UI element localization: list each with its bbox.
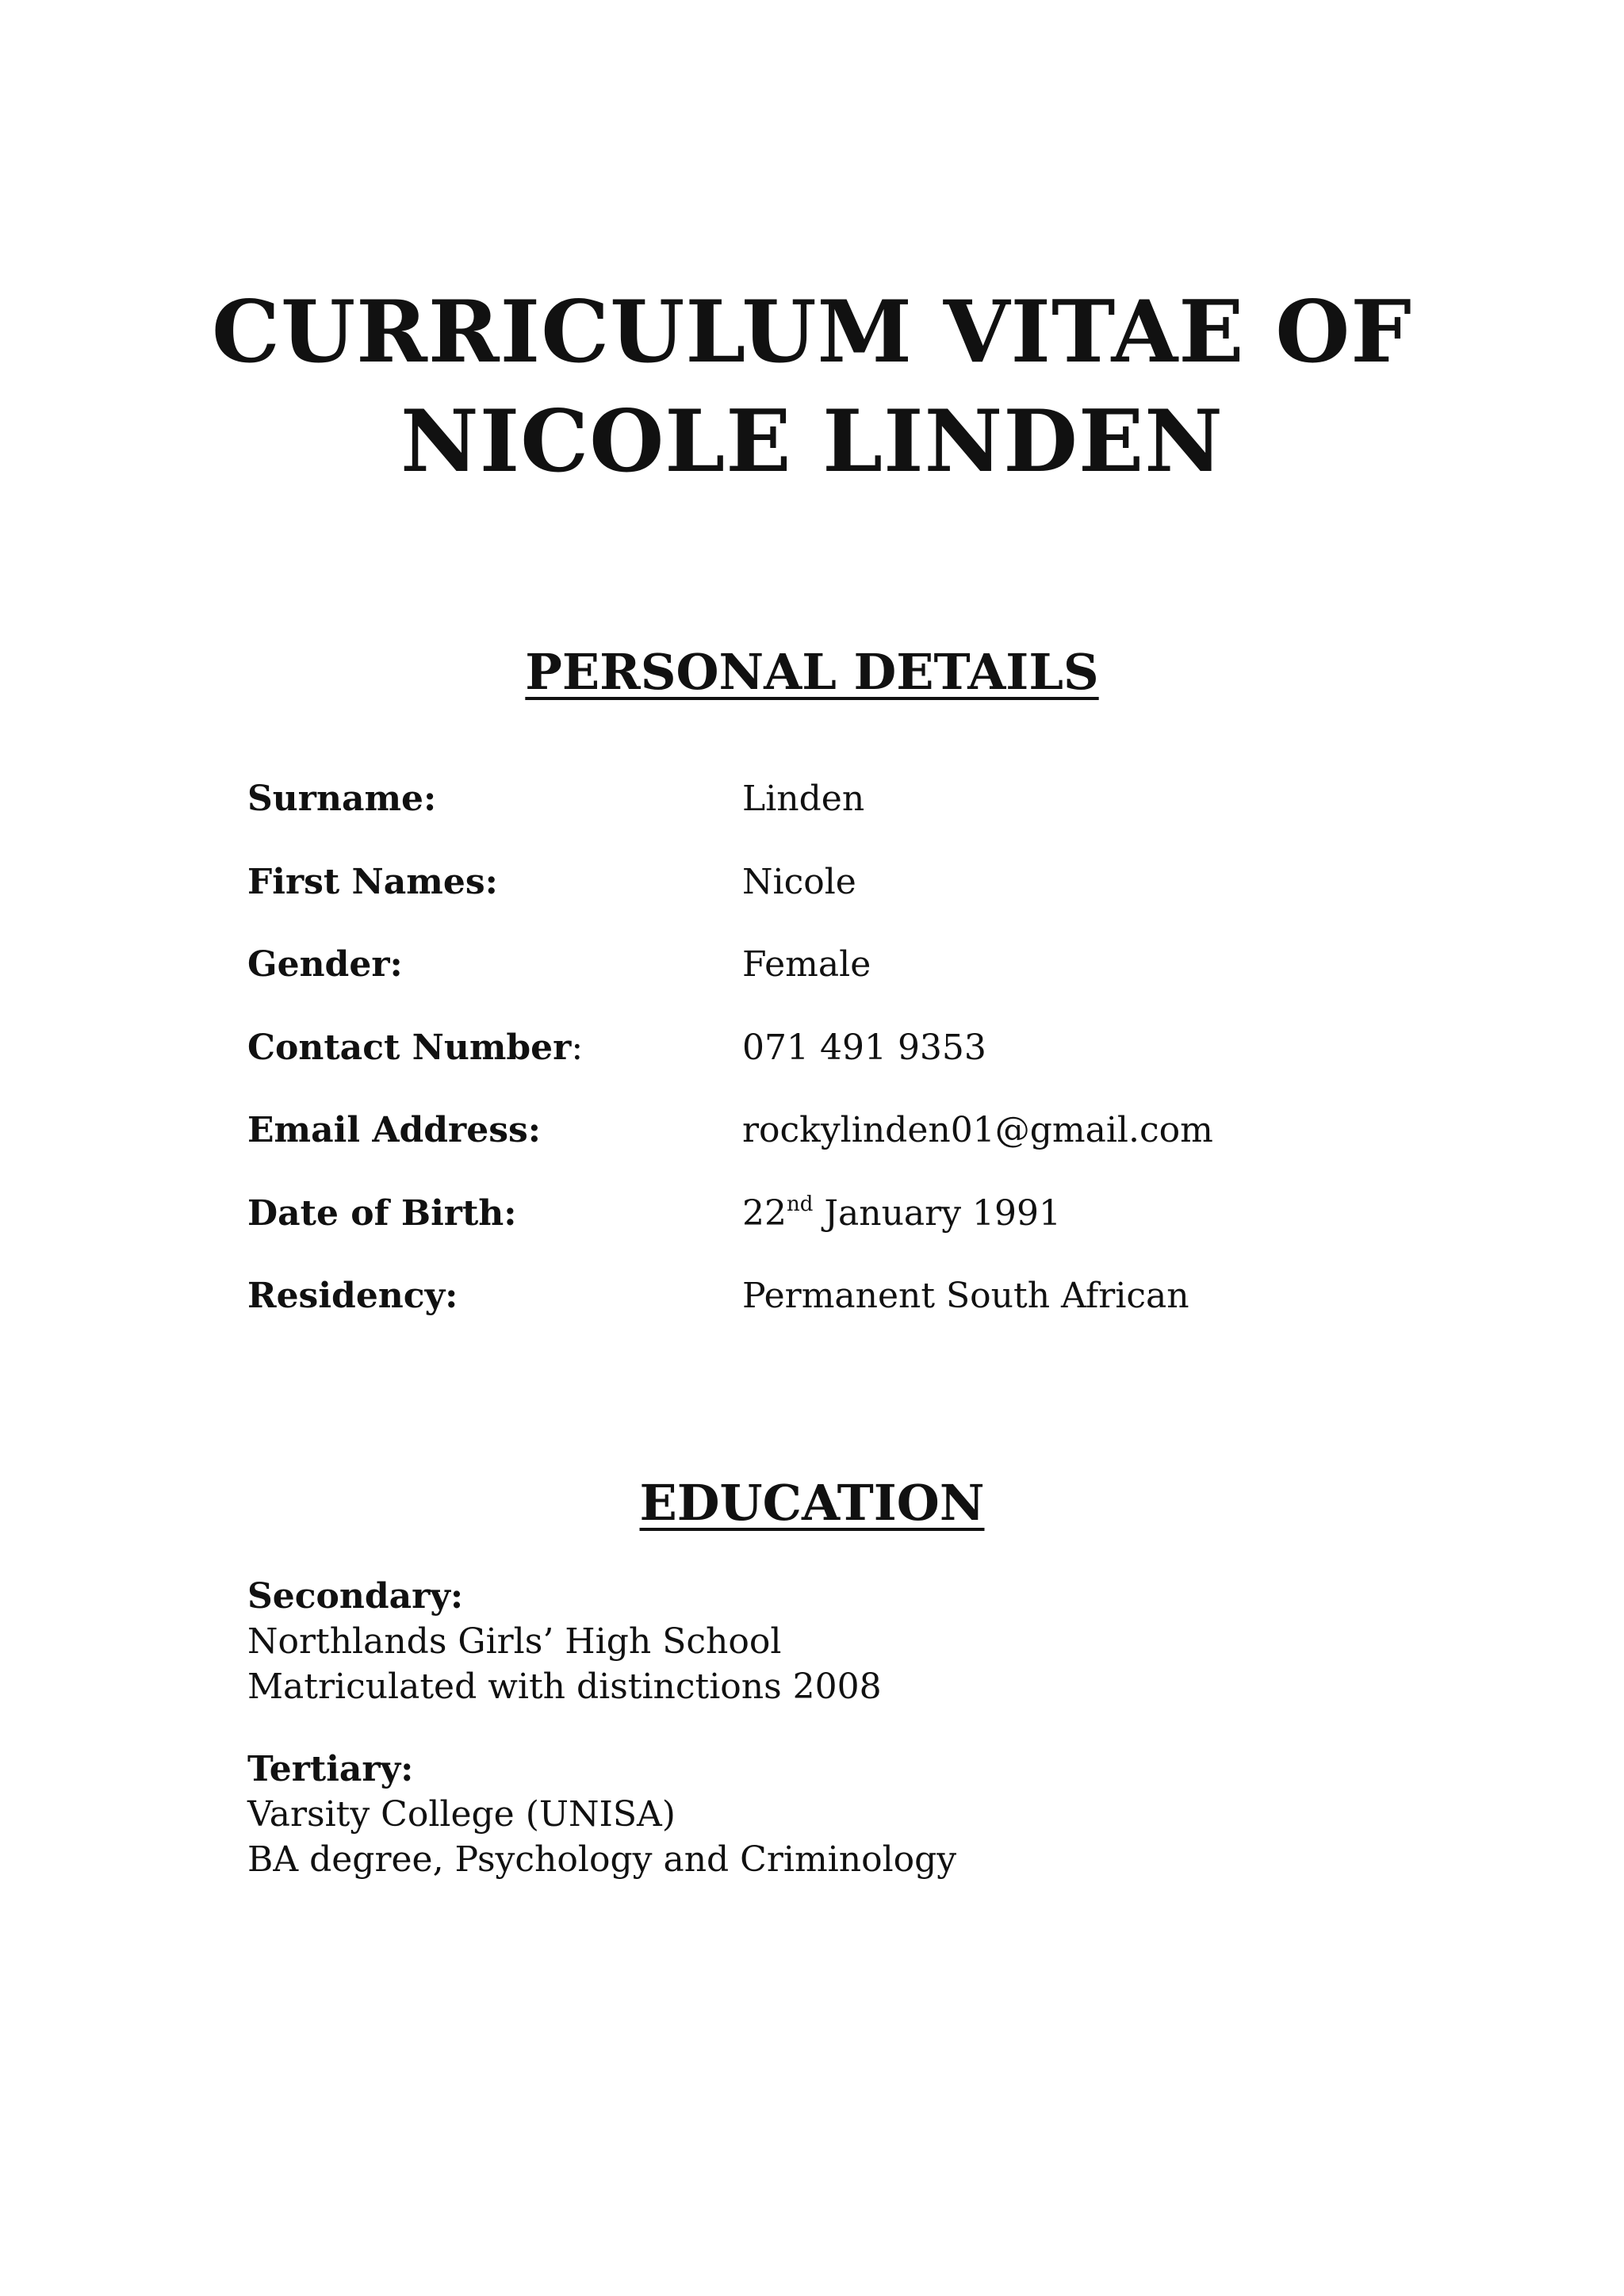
detail-label: Email Address: xyxy=(247,1110,541,1150)
detail-value: 071 491 9353 xyxy=(742,1027,986,1068)
tertiary-degree: BA degree, Psychology and Criminology xyxy=(247,1839,957,1880)
birth-month-year: January 1991 xyxy=(813,1192,1062,1234)
detail-label-wrapper xyxy=(247,1026,583,1070)
education-tertiary-title: Tertiary: xyxy=(247,1749,414,1789)
education-tertiary xyxy=(247,1747,1437,1882)
birth-day: 22 xyxy=(742,1192,787,1234)
detail-label: Gender: xyxy=(247,944,403,985)
birth-day-ordinal: nd xyxy=(787,1192,814,1216)
personal-details-list xyxy=(247,777,1437,1357)
detail-row-email xyxy=(247,1108,1437,1192)
secondary-result: Matriculated with distinctions 2008 xyxy=(247,1667,882,1707)
detail-value-wrapper xyxy=(742,1192,1061,1236)
detail-row-date-of-birth xyxy=(247,1192,1437,1275)
detail-label-colon: : xyxy=(571,1027,584,1068)
education-secondary-title: Secondary: xyxy=(247,1576,464,1617)
detail-row-gender xyxy=(247,943,1437,1026)
document-title xyxy=(0,277,1624,496)
detail-value: Permanent South African xyxy=(742,1276,1189,1316)
detail-label: First Names: xyxy=(247,861,498,902)
detail-value: Female xyxy=(742,944,871,985)
personal-details-heading xyxy=(0,641,1624,704)
detail-row-first-names xyxy=(247,860,1437,943)
personal-details-heading-text: PERSONAL DETAILS xyxy=(525,643,1099,701)
tertiary-institution: Varsity College (UNISA) xyxy=(247,1794,676,1835)
title-line-1: CURRICULUM VITAE OF xyxy=(212,282,1412,382)
detail-label: Contact Number xyxy=(247,1027,572,1068)
secondary-school-name: Northlands Girls’ High School xyxy=(247,1621,782,1662)
detail-label: Date of Birth: xyxy=(247,1192,517,1234)
detail-row-contact-number xyxy=(247,1026,1437,1109)
detail-value: Linden xyxy=(742,779,865,819)
email-value: rockylinden01@gmail.com xyxy=(742,1110,1213,1150)
detail-row-surname xyxy=(247,777,1437,860)
education-heading-text: EDUCATION xyxy=(639,1474,985,1532)
education-heading xyxy=(0,1471,1624,1535)
detail-value: Nicole xyxy=(742,861,856,902)
title-line-2: NICOLE LINDEN xyxy=(400,392,1224,492)
education-secondary xyxy=(247,1574,1437,1709)
detail-label: Residency: xyxy=(247,1276,458,1316)
detail-label: Surname: xyxy=(247,779,437,819)
detail-row-residency xyxy=(247,1274,1437,1357)
